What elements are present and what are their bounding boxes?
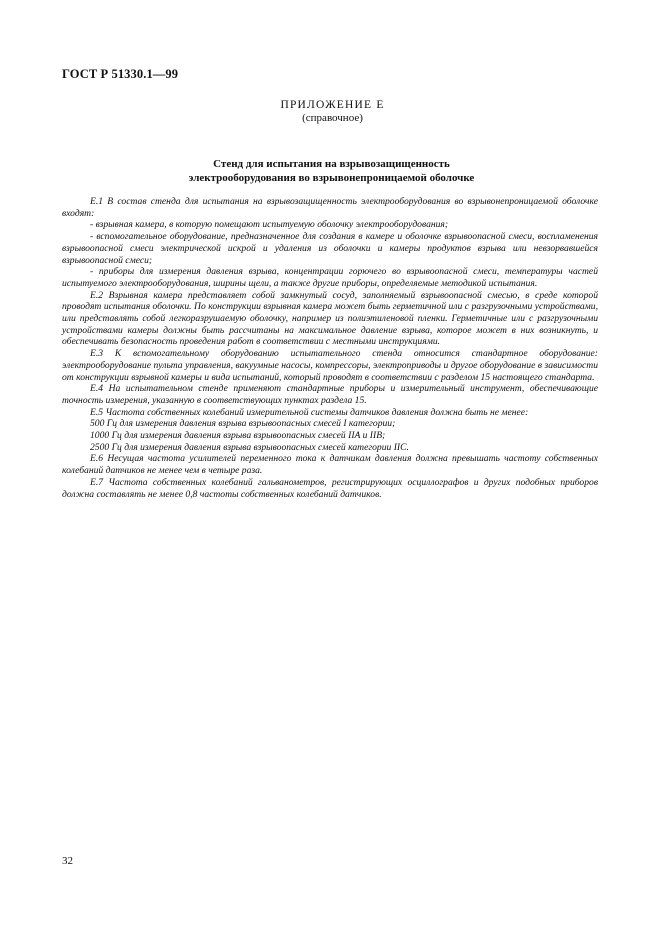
frequency-item: 1000 Гц для измерения давления взрыва взрывоопасных смесей IIA и IIB; (90, 430, 386, 442)
heading-line-1: Стенд для испытания на взрывозащищенность (213, 158, 450, 170)
paragraph-e3: Е.3 К вспомогательному оборудованию испытательного стенда относится стандартное оборудование: электрооборудование пульта управления, вакуумные насосы, компрессоры, электроприводы и другое оборудование в зависимости от конструкции взрывной камеры и вида испытаний, который проводят в соответствии с разделом 15 настоящего стандарта. (62, 348, 598, 383)
paragraph-e6: Е.6 Несущая частота усилителей переменного тока к датчикам давления должна превышать частоту собственных колебаний датчиков не менее чем в четыре раза. (62, 453, 598, 477)
list-item: - взрывная камера, в которую помещают испытуемую оболочку электрооборудования; (90, 219, 449, 231)
paragraph-e4: Е.4 На испытательном стенде применяют стандартные приборы и измерительный инструмент, обеспечивающие точность измерения, указанную в соответствующих пунктах раздела 15. (62, 383, 598, 406)
paragraph-e1: Е.1 В состав стенда для испытания на взрывозащищенность электрооборудования во взрывонепроницаемой оболочке входят: (62, 196, 598, 219)
section-heading (0, 157, 661, 185)
body-text (62, 196, 598, 500)
frequency-item: 500 Гц для измерения давления взрыва взрывоопасных смесей I категории; (90, 418, 396, 430)
list-item: - приборы для измерения давления взрыва, концентрации горючего во взрывоопасной смеси, температуры частей испытуемого электрооборудования, ширины щели, а также другие приборы, определяемые методикой испытания. (62, 266, 598, 289)
appendix-note: (справочное) (302, 112, 363, 124)
list-item: - вспомогательное оборудование, предназначенное для создания в камере и оболочке взрывоопасной смеси, воспламенения взрывоопасной смеси электрической искрой и удаления из оболочки и камеры продуктов взрыва или невзорвавшейся взрывоопасной смеси; (62, 231, 598, 266)
page-number: 32 (62, 855, 73, 867)
paragraph-e5: Е.5 Частота собственных колебаний измерительной системы датчиков давления должна быть не менее: (90, 406, 529, 418)
heading-line-2: электрооборудования во взрывонепроницаемой оболочке (188, 172, 475, 184)
paragraph-e2: Е.2 Взрывная камера представляет собой замкнутый сосуд, заполняемый взрывоопасной смесью, в среде которой проводят испытания оболочки. По конструкции взрывная камера может быть герметичной или с разгрузочными устройствами, или представлять собой легкоразрушаемую оболочку, например из полиэтиленовой пленки. Герметичные или с разгрузочными устройствами камеры должны быть рассчитаны на максимальное давление взрыва, которое может в них возникнуть, и обеспечивать безопасность проведения работ в соответствии с местными инструкциями. (62, 289, 598, 348)
appendix-title: ПРИЛОЖЕНИЕ Е (280, 99, 385, 111)
paragraph-e7: Е.7 Частота собственных колебаний гальванометров, регистрирующих осциллографов и других подобных приборов должна составлять не менее 0,8 частоты собственных колебаний датчиков. (62, 476, 598, 500)
frequency-item: 2500 Гц для измерения давления взрыва взрывоопасных смесей категории IIC. (90, 441, 409, 453)
appendix-header (0, 99, 661, 125)
document-code: ГОСТ Р 51330.1—99 (62, 67, 179, 81)
